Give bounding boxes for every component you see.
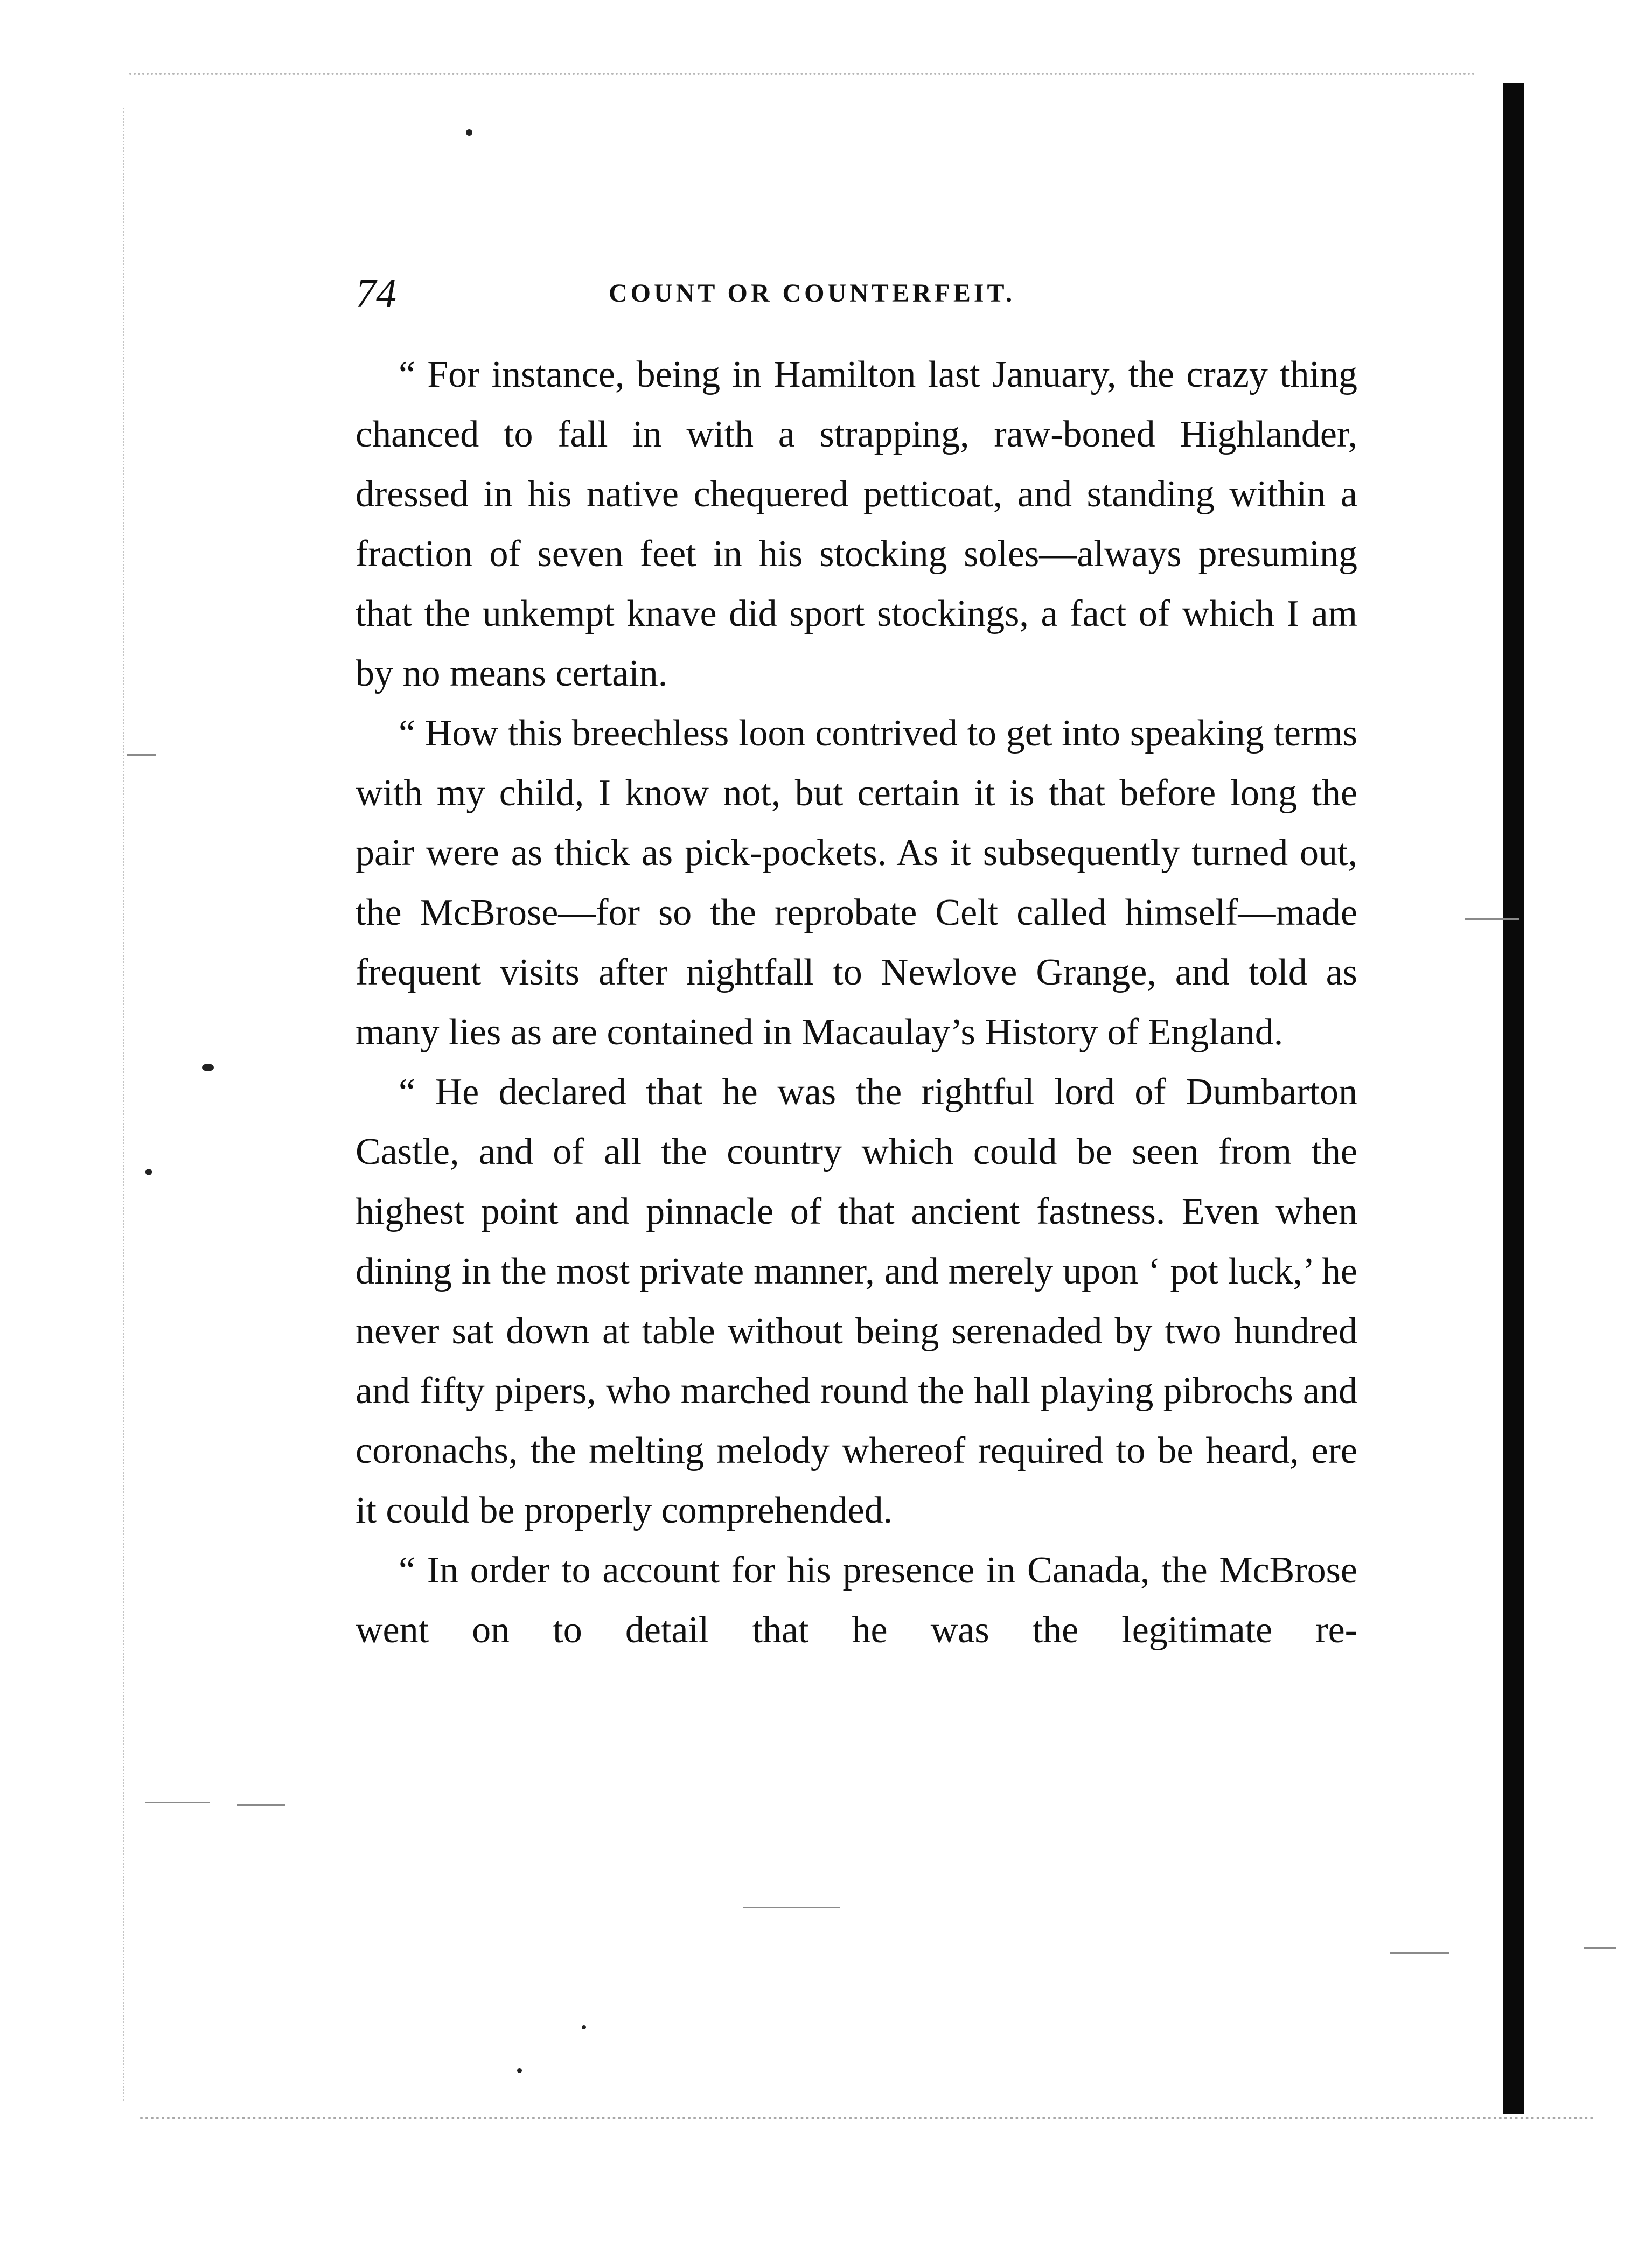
scan-speck — [202, 1064, 214, 1071]
scan-speck — [582, 2025, 586, 2029]
running-head — [356, 264, 1368, 323]
paragraph: “ For instance, being in Hamilton last January, the crazy thing chanced to fall in with a strapping, raw-boned Highlander, dressed in his native chequered petticoat, and standing within a fraction of seven feet in his stocking soles—always presuming that the unkempt knave did sport stockings, a fact of which I am by no means certain. — [356, 354, 1357, 694]
scan-mark — [1465, 918, 1519, 920]
page-number: 74 — [356, 271, 396, 316]
scan-mark — [237, 1804, 285, 1806]
scan-edge-top — [129, 73, 1476, 75]
scan-speck — [466, 129, 472, 136]
gutter-shadow-bar — [1503, 83, 1524, 2114]
paragraph: “ In order to account for his presence in Canada, the McBrose went on to detail that he was the legitimate re- — [356, 1550, 1357, 1651]
scan-edge-bottom — [140, 2117, 1594, 2119]
scan-mark — [1584, 1947, 1616, 1949]
scan-mark — [145, 1802, 210, 1803]
scan-mark — [743, 1907, 840, 1908]
paragraph: “ How this breechless loon contrived to get into speaking terms with my child, I know not, but certain it is that before long the pair were as thick as pick-pockets. As it subsequently turned out, the McBrose—for so the reprobate Celt called himself—made frequent visits after nightfall to Newlove Grange, and told as many lies as are contained in Macaulay’s History of England. — [356, 713, 1357, 1053]
paragraph: “ He declared that he was the rightful lord of Dumbarton Castle, and of all the country which could be seen from the highest point and pinnacle of that ancient fastness. Even when dining in the most private manner, and merely upon ‘ pot luck,’ he never sat down at table without being serenaded by two hundred and fifty pipers, who marched round the hall playing pibrochs and coronachs, the melting melody whereof required to be heard, ere it could be properly comprehended. — [356, 1071, 1357, 1531]
body-text — [356, 345, 1357, 1660]
scan-mark — [1390, 1952, 1449, 1954]
running-title: COUNT OR COUNTERFEIT. — [609, 279, 1015, 308]
scan-mark — [127, 754, 156, 756]
scan-speck — [517, 2068, 522, 2073]
scan-edge-left — [123, 108, 124, 2101]
scan-speck — [145, 1169, 152, 1175]
